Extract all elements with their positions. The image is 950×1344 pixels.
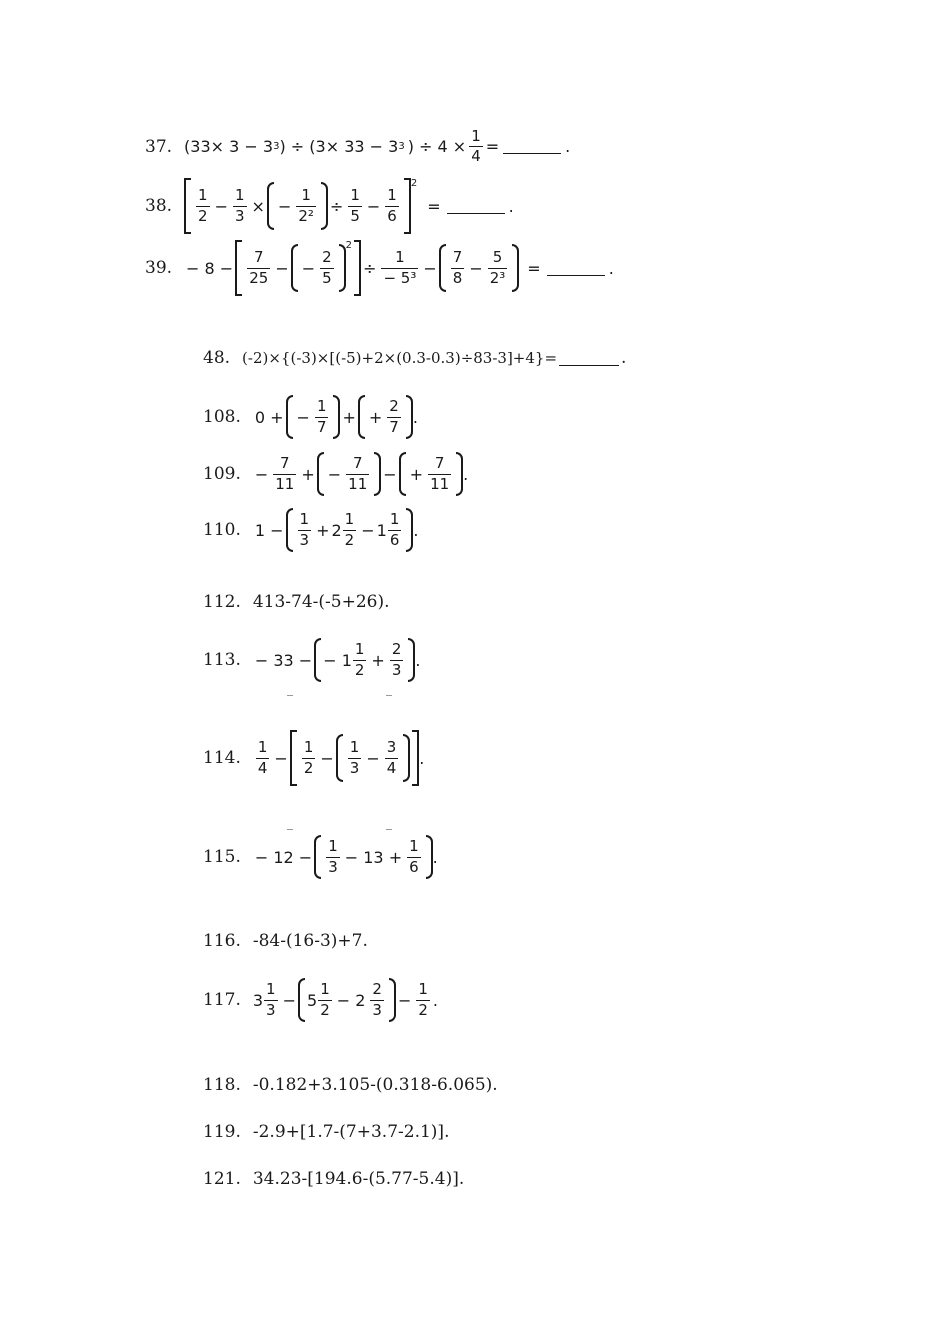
problem-number: 115.: [203, 847, 241, 867]
fraction: [296, 187, 316, 225]
right-bracket: [412, 730, 419, 786]
sign: −: [301, 258, 316, 278]
mixed-number: [307, 981, 335, 1019]
sign: +: [409, 464, 424, 484]
operator: ×: [251, 196, 265, 216]
right-paren: [426, 835, 433, 879]
answer-blank[interactable]: [559, 351, 619, 366]
problem-38: [145, 178, 514, 234]
answer-blank[interactable]: [503, 139, 561, 154]
denominator: 4: [386, 758, 397, 777]
left-bracket: [184, 178, 191, 234]
denominator: 2: [198, 206, 208, 225]
left-bracket: [235, 240, 242, 296]
problem-116: [203, 931, 368, 951]
operator: −: [397, 990, 412, 1010]
expression: [253, 452, 468, 496]
right-paren: [403, 734, 410, 782]
fraction: [469, 128, 483, 166]
numerator: 1: [349, 738, 360, 757]
exponent: 3: [398, 141, 405, 153]
numerator: 1: [235, 186, 245, 205]
sign: −: [277, 196, 292, 216]
denominator: 5: [350, 206, 360, 225]
problem-48: [203, 348, 626, 368]
operator: −: [282, 990, 296, 1010]
right-paren: [374, 452, 381, 496]
left-paren: [267, 182, 274, 230]
operator: +: [342, 407, 356, 427]
fraction: [320, 249, 334, 287]
operator: ÷: [329, 196, 344, 216]
period: .: [415, 650, 421, 670]
left-bracket: [290, 730, 297, 786]
right-paren: [321, 182, 328, 230]
problem-110: [203, 508, 418, 552]
equals-sign: =: [527, 258, 541, 278]
fraction: [318, 981, 332, 1019]
denominator: 8: [452, 268, 463, 287]
numerator: 1: [266, 980, 276, 999]
problem-number: 118.: [203, 1075, 241, 1095]
denominator: 3: [349, 758, 360, 777]
numerator: 7: [452, 248, 463, 267]
left-paren: [286, 508, 293, 552]
numerator: 1: [387, 186, 397, 205]
parenthesis-group: [286, 508, 414, 552]
fraction: [353, 641, 367, 679]
right-paren: [512, 244, 519, 292]
parenthesis-group: [439, 244, 520, 292]
operator: −: [214, 196, 228, 216]
fraction: [315, 398, 329, 436]
left-paren: [286, 395, 293, 439]
problem-121: [203, 1169, 464, 1189]
fraction: [388, 511, 402, 549]
right-paren: [333, 395, 340, 439]
numerator: 2: [391, 640, 402, 659]
parenthesis-group: [314, 638, 415, 682]
problem-number: 110.: [203, 520, 241, 540]
operator: −: [423, 258, 437, 278]
denominator: 3: [328, 857, 338, 876]
denominator: 2: [344, 530, 355, 549]
fraction: [451, 249, 465, 287]
operator: +: [301, 464, 315, 484]
expr-part: − 12 −: [254, 847, 313, 867]
denominator: 2: [418, 1000, 428, 1019]
expr-part: − 8 −: [186, 258, 234, 278]
parenthesis-group: [286, 395, 341, 439]
problem-114: [203, 730, 424, 786]
operator: −: [275, 258, 289, 278]
problem-39: [145, 240, 614, 296]
expression: -0.182+3.105-(0.318-6.065).: [252, 1075, 498, 1095]
denominator: 3: [372, 1000, 382, 1019]
sign: −: [254, 464, 269, 484]
operator: +: [316, 520, 330, 540]
fraction: [488, 249, 508, 287]
operator: −: [274, 748, 288, 768]
fraction: [273, 455, 296, 493]
numerator: 1: [301, 186, 311, 205]
expression: [253, 508, 419, 552]
denominator: 2³: [489, 268, 506, 287]
whole-part: 1: [376, 520, 387, 540]
denominator: 2: [303, 758, 314, 777]
problem-109: [203, 452, 468, 496]
left-paren: [358, 395, 365, 439]
problem-108: [203, 395, 418, 439]
numerator: 3: [386, 738, 397, 757]
period: .: [419, 748, 425, 768]
operator: −: [361, 520, 375, 540]
operator: ÷: [363, 258, 377, 278]
numerator: 1: [350, 186, 360, 205]
fraction: [264, 981, 278, 1019]
expression: [184, 178, 514, 234]
denominator: 6: [409, 857, 419, 876]
expression: 34.23-[194.6-(5.77-5.4)].: [252, 1169, 465, 1189]
stray-mark: [287, 695, 293, 696]
problem-number: 108.: [203, 407, 241, 427]
operator: −: [366, 196, 381, 216]
denominator: 11: [275, 474, 295, 493]
fraction: [407, 838, 421, 876]
right-paren: [456, 452, 463, 496]
denominator: 11: [430, 474, 450, 493]
exponent: 3: [273, 141, 280, 153]
numerator: 7: [280, 454, 290, 473]
fraction: [428, 455, 451, 493]
denominator: 4: [471, 147, 481, 166]
denominator: 11: [348, 474, 368, 493]
numerator: 1: [395, 248, 405, 267]
mixed-number: [253, 981, 281, 1019]
parenthesis-group: [314, 835, 432, 879]
numerator: 5: [492, 248, 503, 267]
left-paren: [314, 835, 321, 879]
fraction: [326, 838, 340, 876]
problem-number: 48.: [203, 348, 231, 368]
problem-number: 117.: [203, 990, 241, 1010]
period: .: [565, 137, 571, 157]
sign: −: [296, 407, 310, 427]
problem-115: [203, 835, 438, 879]
fraction: [233, 187, 247, 225]
denominator: 2²: [298, 206, 314, 225]
fraction: [416, 981, 430, 1019]
denominator: 2: [354, 660, 365, 679]
mixed-number: [377, 511, 405, 549]
right-paren: [406, 508, 413, 552]
parenthesis-group: [358, 395, 413, 439]
numerator: 7: [352, 454, 363, 473]
left-paren: [314, 638, 321, 682]
stray-mark: [386, 829, 392, 830]
fraction: [387, 398, 401, 436]
period: .: [463, 464, 469, 484]
numerator: 7: [434, 454, 445, 473]
fraction: [247, 249, 270, 287]
expression: [253, 978, 438, 1022]
right-paren: [408, 638, 415, 682]
parenthesis-group: [317, 452, 382, 496]
expr-part: (33× 3 − 3: [184, 137, 274, 157]
denominator: 6: [387, 206, 397, 225]
whole-part: − 1: [323, 650, 352, 670]
operator: −: [320, 748, 334, 768]
problem-118: [203, 1075, 498, 1095]
problem-37: [145, 128, 570, 166]
denominator: 3: [299, 530, 310, 549]
numerator: 2: [389, 397, 399, 416]
answer-blank[interactable]: [547, 261, 605, 276]
right-paren: [389, 978, 396, 1022]
numerator: 1: [316, 397, 327, 416]
expression: [184, 128, 570, 166]
parenthesis-group: [291, 244, 346, 292]
fraction: [348, 739, 362, 777]
fraction: [196, 187, 210, 225]
expr-part: ) ÷ 4 ×: [407, 137, 467, 157]
period: .: [621, 348, 627, 368]
numerator: 1: [344, 510, 355, 529]
problem-number: 37.: [145, 136, 173, 157]
operator: +: [371, 650, 385, 670]
parenthesis-group: [298, 978, 396, 1022]
expression: [253, 638, 421, 682]
equals-sign: =: [427, 196, 441, 216]
period: .: [413, 520, 419, 540]
parenthesis-group: [399, 452, 464, 496]
whole-part: 2: [331, 520, 342, 540]
expression: -2.9+[1.7-(7+3.7-2.1)].: [252, 1122, 450, 1142]
denominator: 7: [389, 417, 399, 436]
expr-part: ) ÷ (3× 33 − 3: [279, 137, 399, 157]
operator: −: [469, 258, 483, 278]
period: .: [432, 847, 438, 867]
problem-112: [203, 592, 390, 612]
denominator: 7: [316, 417, 327, 436]
problem-number: 113.: [203, 650, 241, 670]
operator: −: [383, 464, 397, 484]
stray-mark: [386, 695, 392, 696]
period: .: [608, 258, 614, 278]
denominator: 3: [266, 1000, 276, 1019]
expression: [184, 240, 614, 296]
whole-part: 5: [307, 990, 318, 1010]
fraction: [298, 511, 312, 549]
numerator: 1: [409, 837, 419, 856]
period: .: [508, 196, 514, 216]
fraction: [348, 187, 362, 225]
sign: −: [327, 464, 342, 484]
denominator: − 5³: [383, 268, 417, 287]
left-paren: [439, 244, 446, 292]
numerator: 1: [320, 980, 330, 999]
expression: [253, 835, 438, 879]
denominator: 3: [235, 206, 245, 225]
parenthesis-group: [267, 182, 328, 230]
numerator: 1: [257, 738, 268, 757]
numerator: 1: [198, 186, 208, 205]
fraction: [302, 739, 316, 777]
problem-number: 38.: [145, 196, 173, 216]
exponent: 2: [345, 240, 353, 251]
denominator: 4: [257, 758, 268, 777]
numerator: 1: [418, 980, 428, 999]
fraction: [381, 249, 418, 287]
fraction: [343, 511, 357, 549]
left-paren: [399, 452, 406, 496]
problem-number: 109.: [203, 464, 241, 484]
right-paren: [339, 244, 346, 292]
expr-part: − 13 +: [344, 847, 403, 867]
problem-113: [203, 638, 420, 682]
fraction: [256, 739, 270, 777]
problem-number: 39.: [145, 258, 173, 278]
mixed-number: [331, 511, 359, 549]
fraction: [390, 641, 404, 679]
numerator: 7: [253, 248, 264, 267]
fraction: [385, 739, 399, 777]
denominator: 5: [322, 268, 332, 287]
problem-number: 112.: [203, 592, 241, 612]
left-paren: [336, 734, 343, 782]
numerator: 2: [322, 248, 332, 267]
expression: 413-74-(-5+26).: [252, 592, 390, 612]
problem-number: 121.: [203, 1169, 241, 1189]
numerator: 2: [372, 980, 382, 999]
left-paren: [317, 452, 324, 496]
fraction: [370, 981, 384, 1019]
mixed-number: [323, 641, 369, 679]
numerator: 1: [299, 510, 310, 529]
fraction: [385, 187, 399, 225]
right-bracket: [354, 240, 361, 296]
expr-part: − 33 −: [254, 650, 313, 670]
numerator: 1: [303, 738, 314, 757]
expression: (-2)×{(-3)×[(-5)+2×(0.3-0.3)÷83-3]+4}=: [242, 349, 558, 367]
expr-part: 0 +: [254, 407, 284, 427]
expr-part: 1 −: [254, 520, 284, 540]
numerator: 1: [354, 640, 365, 659]
expression: [253, 730, 425, 786]
fraction: [346, 455, 369, 493]
right-paren: [406, 395, 413, 439]
period: .: [412, 407, 418, 427]
problem-119: [203, 1122, 449, 1142]
denominator: 3: [391, 660, 402, 679]
left-paren: [298, 978, 305, 1022]
whole-part: 3: [252, 990, 264, 1010]
answer-blank[interactable]: [447, 199, 505, 214]
exponent: 2: [410, 178, 418, 189]
sign: +: [368, 407, 383, 427]
period: .: [432, 990, 438, 1010]
problem-117: [203, 978, 438, 1022]
numerator: 1: [328, 837, 338, 856]
left-paren: [291, 244, 298, 292]
problem-number: 119.: [203, 1122, 241, 1142]
expression: -84-(16-3)+7.: [252, 931, 368, 951]
stray-mark: [287, 829, 293, 830]
parenthesis-group: [336, 734, 411, 782]
problem-number: 114.: [203, 748, 241, 768]
problem-number: 116.: [203, 931, 241, 951]
numerator: 1: [389, 510, 400, 529]
denominator: 25: [249, 268, 269, 287]
denominator: 2: [320, 1000, 330, 1019]
denominator: 6: [389, 530, 400, 549]
expression: [253, 395, 418, 439]
equals-sign: =: [485, 137, 500, 157]
right-bracket: [404, 178, 411, 234]
operator: −: [366, 748, 380, 768]
numerator: 1: [471, 127, 481, 145]
operator: − 2: [336, 990, 366, 1010]
